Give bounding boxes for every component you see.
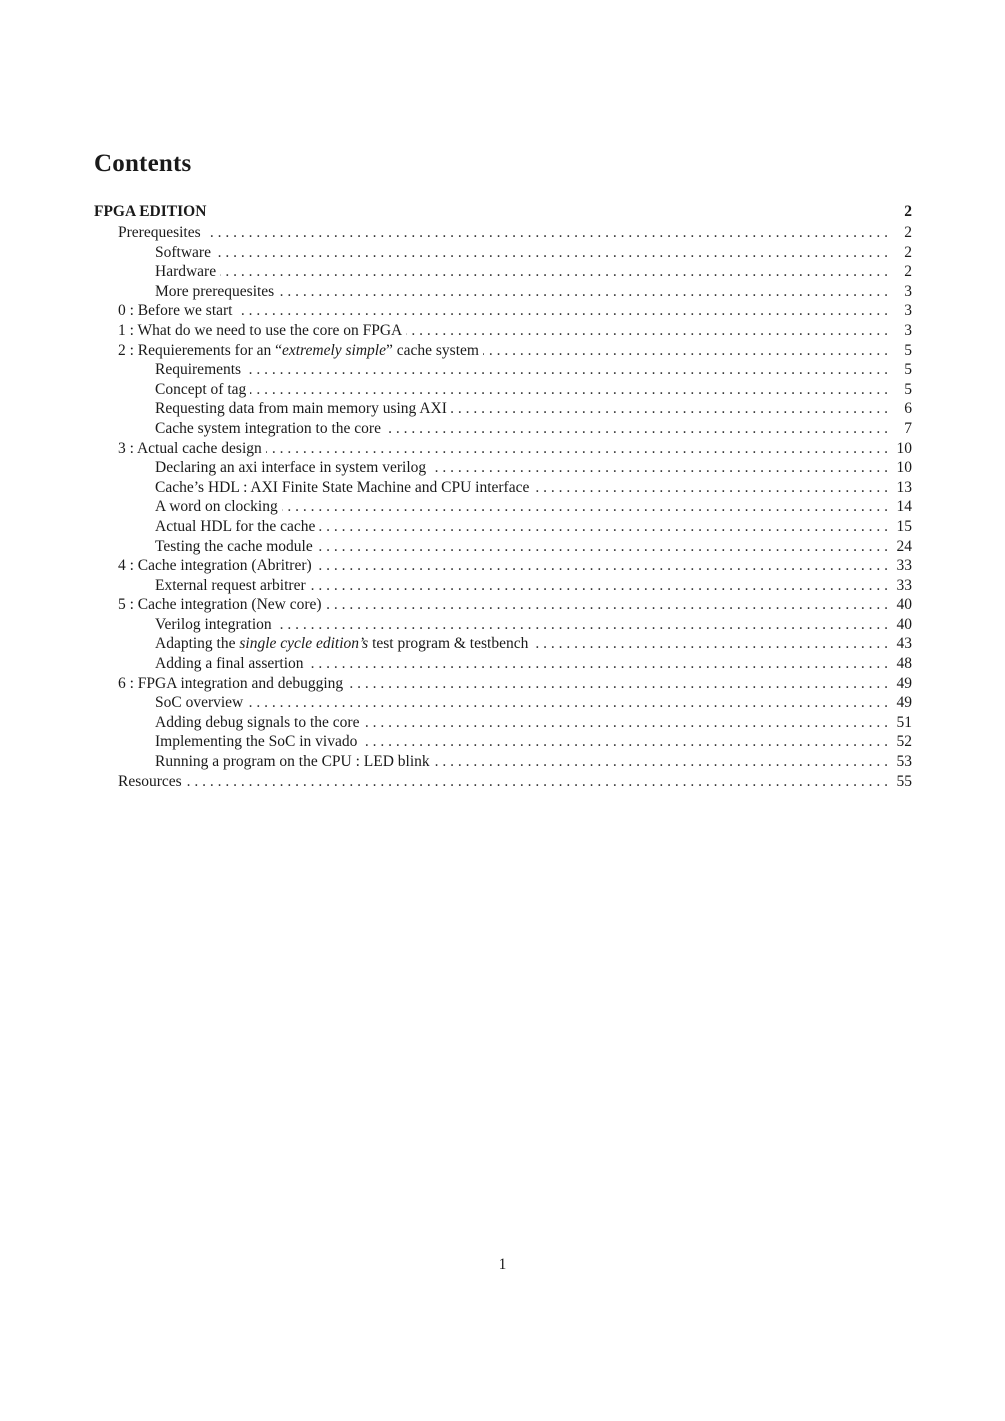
toc-entry-title: More prerequesites bbox=[155, 282, 275, 300]
toc-entry-title: Running a program on the CPU : LED blink bbox=[155, 753, 430, 771]
toc-entry[interactable] bbox=[155, 282, 912, 302]
toc-entry-page: 10 bbox=[896, 439, 912, 457]
toc-dot-leader bbox=[319, 517, 888, 537]
toc-entry-title: Software bbox=[155, 243, 211, 261]
toc-dot-leader bbox=[237, 301, 889, 321]
toc-heading: Contents bbox=[94, 150, 192, 177]
toc-dot-leader bbox=[363, 713, 888, 733]
toc-entry[interactable] bbox=[155, 497, 912, 517]
toc-entry-page: 51 bbox=[896, 713, 912, 731]
toc-entry-title-part: 2 : Requierements for an “ bbox=[118, 341, 282, 359]
toc-entry-page: 10 bbox=[896, 459, 912, 477]
toc-entry-title: Testing the cache module bbox=[155, 537, 313, 555]
toc-entry-page: 48 bbox=[896, 655, 912, 673]
toc-entry-title: 5 : Cache integration (New core) bbox=[118, 596, 322, 614]
toc-dot-leader bbox=[451, 399, 888, 419]
toc-dot-leader bbox=[278, 282, 888, 302]
toc-dot-leader bbox=[276, 615, 888, 635]
toc-entry-title: 6 : FPGA integration and debugging bbox=[118, 674, 344, 692]
toc-entry[interactable] bbox=[118, 321, 912, 341]
toc-entry-title bbox=[118, 341, 483, 361]
toc-entry[interactable] bbox=[118, 556, 912, 576]
toc-entry-page: 5 bbox=[904, 341, 912, 359]
toc-entry-page: 49 bbox=[896, 694, 912, 712]
toc-entry-title: Adding debug signals to the core bbox=[155, 713, 360, 731]
toc-entry-page: 43 bbox=[896, 635, 912, 653]
toc-entry[interactable] bbox=[155, 732, 912, 752]
toc-entry-page: 55 bbox=[896, 772, 912, 790]
toc-entry-title: Cache’s HDL : AXI Finite State Machine and CPU interface bbox=[155, 478, 530, 496]
toc-entry-page: 5 bbox=[904, 361, 912, 379]
toc-entry-page: 14 bbox=[896, 498, 912, 516]
toc-entry-page: 2 bbox=[904, 224, 912, 241]
toc-entry[interactable] bbox=[155, 478, 912, 498]
toc-entry[interactable] bbox=[155, 576, 912, 596]
toc-dot-leader bbox=[310, 576, 888, 596]
toc-entry-title-part: ” cache system bbox=[386, 341, 479, 359]
toc-entry-title: Verilog integration bbox=[155, 615, 272, 633]
toc-dot-leader bbox=[430, 458, 888, 478]
toc-entry-title bbox=[155, 634, 532, 654]
toc-entry-title: Requesting data from main memory using AXI bbox=[155, 400, 447, 418]
toc-entry-title: Declaring an axi interface in system verilog bbox=[155, 459, 427, 477]
toc-entry[interactable] bbox=[155, 752, 912, 772]
toc-entry-title: Concept of tag bbox=[155, 380, 247, 398]
toc-dot-leader bbox=[532, 634, 888, 654]
toc-entry[interactable] bbox=[155, 654, 912, 674]
toc-entry-page: 40 bbox=[896, 615, 912, 633]
toc-entry-title: External request arbitrer bbox=[155, 576, 306, 594]
toc-entry-title: A word on clocking bbox=[155, 498, 278, 516]
toc-entry-title: 4 : Cache integration (Abritrer) bbox=[118, 557, 312, 575]
toc-entry-page: 7 bbox=[904, 419, 912, 437]
toc-dot-leader bbox=[385, 419, 888, 439]
toc-entry-title: Implementing the SoC in vivado bbox=[155, 733, 358, 751]
toc-dot-leader bbox=[347, 674, 888, 694]
toc-dot-leader bbox=[266, 439, 888, 459]
toc-entry-title: Hardware bbox=[155, 263, 217, 281]
toc-entry-page: 3 bbox=[904, 321, 912, 339]
toc-dot-leader bbox=[282, 497, 888, 517]
toc-entry-title: 0 : Before we start bbox=[118, 302, 233, 320]
toc-entry-title: Actual HDL for the cache bbox=[155, 517, 316, 535]
toc-entry-page: 33 bbox=[896, 557, 912, 575]
toc-dot-leader bbox=[186, 772, 888, 792]
toc-entry-title: Cache system integration to the core bbox=[155, 419, 381, 437]
toc-part-entry[interactable] bbox=[94, 203, 912, 223]
toc-entry-page: 3 bbox=[904, 282, 912, 300]
toc-entry-page: 2 bbox=[904, 263, 912, 281]
toc-entry[interactable] bbox=[155, 419, 912, 439]
toc-entry[interactable] bbox=[155, 458, 912, 478]
toc-entry-title: Adding a final assertion bbox=[155, 655, 304, 673]
toc-entry-title: Resources bbox=[118, 772, 182, 790]
toc-entry-title: 3 : Actual cache design bbox=[118, 439, 262, 457]
toc-entry-page: 15 bbox=[896, 517, 912, 535]
toc-entry[interactable] bbox=[155, 615, 912, 635]
toc-dot-leader bbox=[308, 654, 888, 674]
toc-dot-leader bbox=[245, 360, 888, 380]
toc-entry[interactable] bbox=[118, 595, 912, 615]
toc-entry-page: 52 bbox=[896, 733, 912, 751]
toc-entry-page: 6 bbox=[904, 400, 912, 418]
toc-entry[interactable] bbox=[155, 693, 912, 713]
toc-dot-leader bbox=[533, 478, 888, 498]
toc-dot-leader bbox=[205, 223, 888, 243]
toc-entry-page: 49 bbox=[896, 674, 912, 692]
toc-dot-leader bbox=[406, 321, 888, 341]
toc-dot-leader bbox=[316, 556, 888, 576]
toc-entry-page: 5 bbox=[904, 380, 912, 398]
toc-dot-leader bbox=[250, 380, 888, 400]
toc-entry[interactable] bbox=[155, 262, 912, 282]
toc-entry[interactable] bbox=[155, 380, 912, 400]
toc-entry[interactable] bbox=[155, 634, 912, 654]
toc-part-page: 2 bbox=[904, 203, 912, 220]
toc-entry-title-part: test program & testbench bbox=[368, 635, 529, 653]
toc-entry[interactable] bbox=[118, 341, 912, 361]
toc-entry-page: 40 bbox=[896, 596, 912, 614]
toc-entry[interactable] bbox=[155, 243, 912, 263]
toc-dot-leader bbox=[434, 752, 888, 772]
toc-dot-leader bbox=[326, 595, 888, 615]
toc-dot-leader bbox=[247, 693, 888, 713]
toc-entry[interactable] bbox=[155, 713, 912, 733]
toc-entry[interactable] bbox=[118, 772, 912, 792]
toc-entry-page: 2 bbox=[904, 243, 912, 261]
toc-entry-title: Prerequesites bbox=[118, 224, 201, 241]
toc-entry-page: 3 bbox=[904, 302, 912, 320]
toc-entry-title-part: Adapting the bbox=[155, 635, 240, 653]
toc-entry[interactable] bbox=[155, 360, 912, 380]
page-number: 1 bbox=[498, 1256, 507, 1273]
toc-entry[interactable] bbox=[118, 301, 912, 321]
toc-entry-title: SoC overview bbox=[155, 694, 244, 712]
toc-dot-leader bbox=[483, 341, 888, 361]
toc-dot-leader bbox=[317, 537, 888, 557]
toc-entry-page: 33 bbox=[896, 576, 912, 594]
toc-entry[interactable] bbox=[155, 537, 912, 557]
toc-entry[interactable] bbox=[118, 674, 912, 694]
toc-entry[interactable] bbox=[155, 399, 912, 419]
toc-entry-title: 1 : What do we need to use the core on FPGA bbox=[118, 321, 403, 339]
toc-entry[interactable] bbox=[118, 439, 912, 459]
toc-list bbox=[0, 223, 1005, 791]
toc-entry-title-emphasis: extremely simple bbox=[281, 341, 386, 359]
toc-entry[interactable] bbox=[155, 517, 912, 537]
toc-dot-leader bbox=[220, 262, 888, 282]
toc-part-title: FPGA EDITION bbox=[94, 203, 207, 220]
toc-dot-leader bbox=[215, 243, 888, 263]
toc-entry-page: 24 bbox=[896, 537, 912, 555]
toc-entry-page: 13 bbox=[896, 478, 912, 496]
toc-entry-page: 53 bbox=[896, 753, 912, 771]
toc-entry-title-emphasis: single cycle edition’s bbox=[239, 635, 369, 653]
toc-dot-leader bbox=[361, 732, 888, 752]
toc-entry[interactable] bbox=[118, 223, 912, 243]
toc-entry-title: Requirements bbox=[155, 361, 242, 379]
